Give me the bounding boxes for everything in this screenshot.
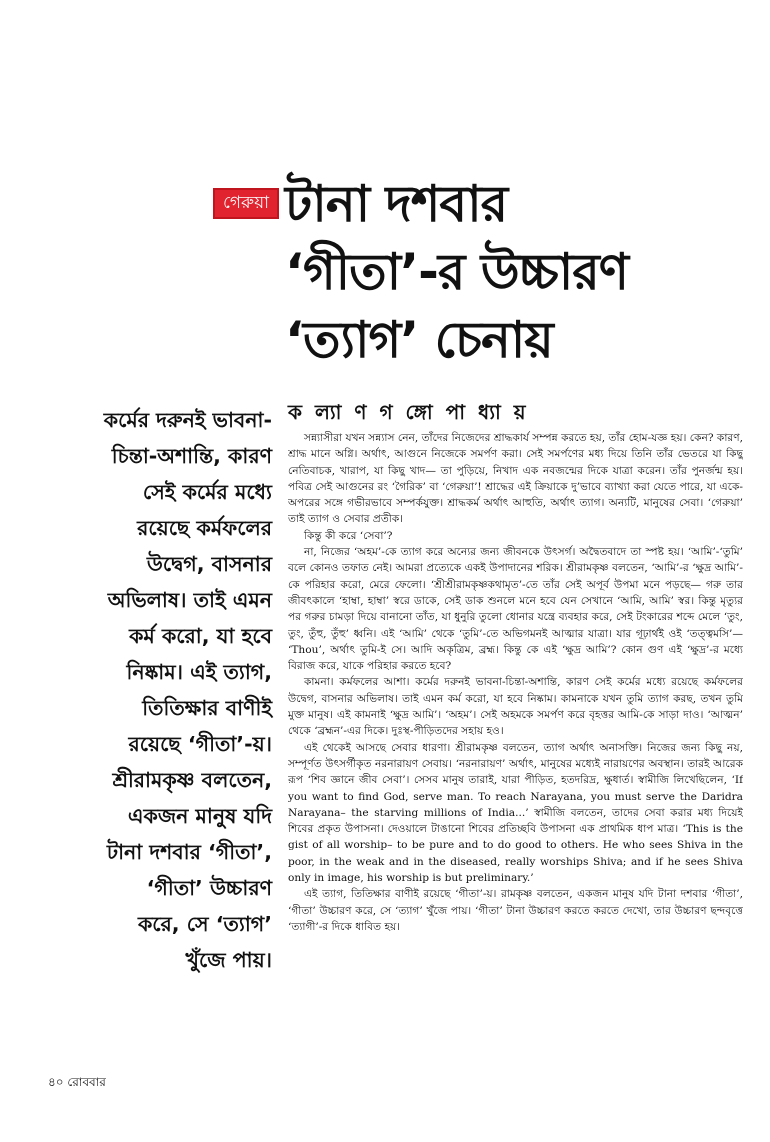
headline-line-1: টানা দশবার (285, 175, 508, 233)
pull-quote: কর্মের দরুনই ভাবনা-চিন্তা-অশান্তি, কারণ সেই কর্মের মধ্যে রয়েছে কর্মফলের উদ্বেগ, বাসনার অভিলাষ। তাই এমন কর্ম করো, যা হবে নিষ্কাম। এই ত্যাগ, তিতিক্ষার বাণীই রয়েছে ‘গীতা’-য়। শ্রীরামকৃষ্ণ বলতেন, একজন মানুষ যদি টানা দশবার ‘গীতা’, ‘গীতা’ উচ্চারণ করে, সে ‘ত্যাগ’ খুঁজে পায়। (103, 408, 272, 972)
paragraph: এই থেকেই আসছে সেবার ধারণা। শ্রীরামকৃষ্ণ বলতেন, ত্যাগ অর্থাৎ অনাসক্তি। নিজের জন্য কিছু নয়, সম্পূর্ণত উৎসর্গীকৃত নরনারায়ণ সেবায়। ‘নরনারায়ণ’ অর্থাৎ, মানুষের মধ্যেই নারায়ণের অবস্থান। তারই আরেক রূপ ‘শিব জ্ঞানে জীব সেবা’। সেসব মানুষ তারাই, যারা পীড়িত, হতদরিদ্র, ক্ষুধার্ত। স্বামীজি লিখেছিলেন, ‘If you want to find God, serve man. To reach Narayana, you must serve the Daridra Narayana– the starving millions of India...’ স্বামীজি বলতেন, তাদের সেবা করার মধ্য দিয়েই শিবের প্রকৃত উপাসনা। দেওয়ালে টাঙানো শিবের প্রতিচ্ছবি উপাসনা এক প্রাথমিক ধাপ মাত্র। ‘This is the gist of all worship– to be pure and to do good to others. He who sees Shiva in the poor, in the weak and in the diseased, really worships Shiva; and if he sees Shiva only in image, his worship is but preliminary.’ (288, 741, 743, 885)
paragraph: কামনা। কর্মফলের আশা। কর্মের দরুনই ভাবনা-চিন্তা-অশান্তি, কারণ সেই কর্মের মধ্যে রয়েছে কর্মফলের উদ্বেগ, বাসনার অভিলাষ। তাই এমন কর্ম করো, যা হবে নিষ্কাম। কামনাকে যখন তুমি ত্যাগ করছ, তখন তুমি মুক্ত মানুষ। এই কামনাই ‘ক্ষুদ্র আমি’। ‘অহম’। সেই অহমকে সমর্পণ করে বৃহত্তর আমি-কে সাড়া দাও। ‘আত্মন’ থেকে ‘ব্রহ্মন’-এর দিকে। দুঃস্থ-পীড়িতদের সহায় হও। (288, 676, 743, 738)
paragraph: সন্ন্যাসীরা যখন সন্ন্যাস নেন, তাঁদের নিজেদের শ্রাদ্ধকার্য সম্পন্ন করতে হয়, তাঁর হোম-যজ্ঞ হয়। কেন? কারণ, শ্রাদ্ধ মানে অগ্নি। অর্থাৎ, আগুনে নিজেকে সমর্পণ করা। সেই সমর্পণের মধ্য দিয়ে তিনি তাঁর ভেতরে যা কিছু নেতিবাচক, খারাপ, যা কিছু খাদ— তা পুড়িয়ে, নিখাদ এক নবজন্মের দিকে যাত্রা করেন। তাঁর পুনর্জন্ম হয়। পবিত্র সেই আগুনের রং ‘গৈরিক’ বা ‘গেরুয়া’! শ্রাদ্ধের এই ক্রিয়াকে দু’ভাবে ব্যাখ্যা করা যেতে পারে, যা একে-অপরের সঙ্গে গভীরভাবে সম্পর্কযুক্ত। শ্রাদ্ধকর্ম অর্থাৎ আহুতি, অর্থাৎ ত্যাগ। অন্যটি, মানুষের সেবা। ‘গেরুয়া’ তাই ত্যাগ ও সেবার প্রতীক। (288, 432, 743, 526)
headline (285, 170, 755, 374)
paragraph: কিন্তু কী করে ‘সেবা’? (304, 529, 393, 542)
paragraph: না, নিজের ‘অহম’-কে ত্যাগ করে অন্যের জন্য জীবনকে উৎসর্গ। অদ্বৈতবাদে তা স্পষ্ট হয়। ‘আমি’-‘তুমি’ বলে কোনও তফাত নেই। আমরা প্রত্যেকে একই উপাদানের শরিক। শ্রীরামকৃষ্ণ বলতেন, ‘আমি’-র ‘ক্ষুদ্র আমি’-কে পরিহার করো, মেরে ফেলো। ‘শ্রীশ্রীরামকৃষ্ণকথামৃত’-তে তাঁর সেই অপূর্ব উপমা মনে পড়ছে— গরু তার জীবৎকালে ‘হাম্বা, হাম্বা’ স্বরে ডাকে, সেই ডাক শুনলে মনে হবে যেন সেখানে ‘আমি, আমি’ স্বর। কিন্তু মৃত্যুর পর গরুর চামড়া দিয়ে বানানো তাঁত, যা ধুনুরি তুলো ধোনার যন্ত্রে ব্যবহার করে, সেই টংকারের শব্দে মেলে ‘তুং, তুং, তুঁহু, তুঁহু’ ধ্বনি। এই ‘আমি’ থেকে ‘তুমি’-তে অভিগমনই আত্মার যাত্রা। যার গূঢ়ার্থই ওই ‘তত্ত্বমসি’— ‘Thou’, অর্থাৎ তুমি-ই সে। আদি অকৃত্রিম, ব্রহ্ম। কিন্তু কে এই ‘ক্ষুদ্র আমি’? কোন গুণ এই ‘ক্ষুদ্র’-র মধ্যে বিরাজ করে, যাকে পরিহার করতে হবে? (288, 546, 743, 673)
headline-line-2: ‘গীতা’-র উচ্চারণ (285, 243, 629, 301)
section-tag: গেরুয়া (213, 188, 279, 219)
headline-line-3: ‘ত্যাগ’ চেনায় (285, 311, 553, 369)
page-folio: ৪০ রোববার (48, 1075, 106, 1089)
byline: ক ল্যা ণ গ ঙ্গো পা ধ্যা য় (288, 400, 529, 424)
paragraph: এই ত্যাগ, তিতিক্ষার বাণীই রয়েছে ‘গীতা’-য়। রামকৃষ্ণ বলতেন, একজন মানুষ যদি টানা দশবার ‘গীতা’, ‘গীতা’ উচ্চারণ করে, সে ‘ত্যাগ’ খুঁজে পায়। ‘গীতা’ টানা উচ্চারণ করতে করতে দেখো, তার উচ্চারণ ছন্দবৃত্তে ‘ত্যাগী’-র দিকে ধাবিত হয়। (288, 888, 743, 933)
article-body (288, 430, 743, 1050)
